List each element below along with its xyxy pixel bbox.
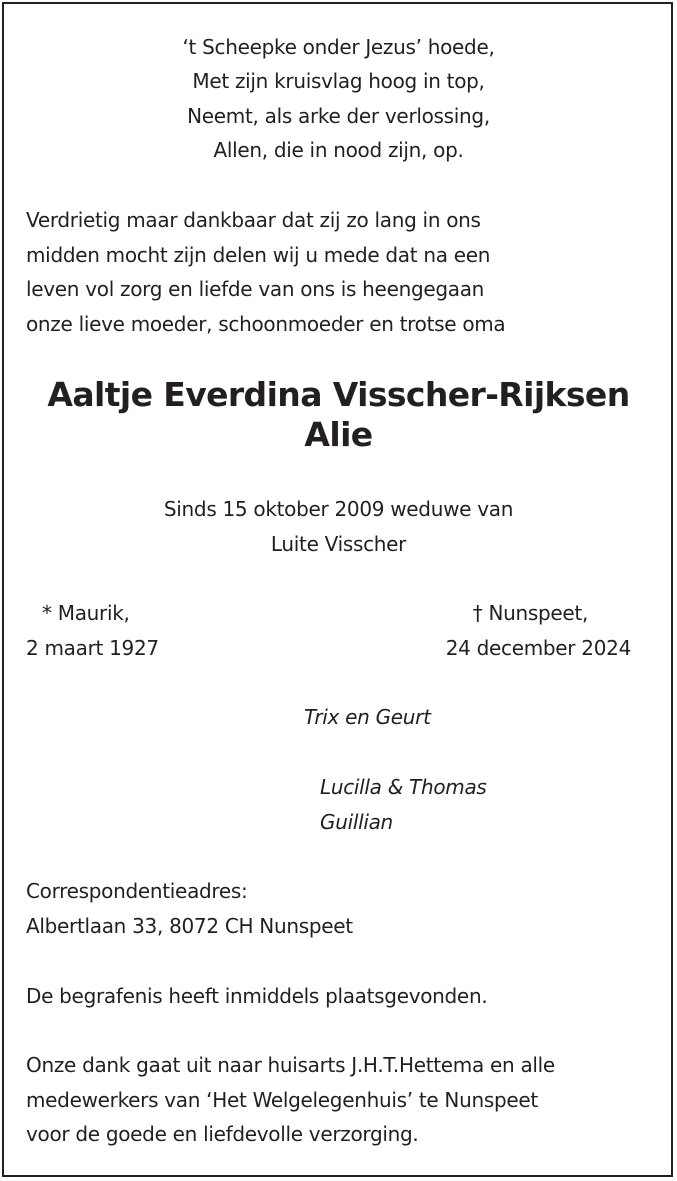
intro-line-1: Verdrietig maar dankbaar dat zij zo lang in ons <box>26 208 481 232</box>
birth-date: 2 maart 1927 <box>26 636 159 660</box>
funeral-notice: De begrafenis heeft inmiddels plaatsgevonden. <box>26 984 488 1008</box>
intro-line-2: midden mocht zijn delen wij u mede dat na een <box>26 243 491 267</box>
intro-line-3: leven vol zorg en liefde van ons is heengegaan <box>26 277 485 301</box>
widow-line-2: Luite Visscher <box>270 532 407 556</box>
death-place: † Nunspeet, <box>472 601 588 625</box>
address-value: Albertlaan 33, 8072 CH Nunspeet <box>26 914 353 938</box>
poem-line-1: ‘t Scheepke onder Jezus’ hoede, <box>182 35 495 59</box>
poem-line-2: Met zijn kruisvlag hoog in top, <box>192 69 485 93</box>
thanks-line-1: Onze dank gaat uit naar huisarts J.H.T.Hettema en alle <box>26 1053 555 1077</box>
thanks-line-2: medewerkers van ‘Het Welgelegenhuis’ te Nunspeet <box>26 1088 538 1112</box>
family-grandchildren-1: Lucilla & Thomas <box>320 775 487 799</box>
intro-line-4: onze lieve moeder, schoonmoeder en trotse oma <box>26 312 506 336</box>
death-date: 24 december 2024 <box>445 636 631 660</box>
family-children: Trix en Geurt <box>304 705 431 729</box>
deceased-full-name: Aaltje Everdina Visscher-Rijksen <box>47 375 630 414</box>
deceased-nickname: Alie <box>304 415 373 454</box>
address-label: Correspondentieadres: <box>26 879 248 903</box>
birth-place: * Maurik, <box>42 601 130 625</box>
family-grandchildren-2: Guillian <box>320 810 393 834</box>
poem-line-4: Allen, die in nood zijn, op. <box>213 138 464 162</box>
thanks-line-3: voor de goede en liefdevolle verzorging. <box>26 1122 419 1146</box>
widow-line-1: Sinds 15 oktober 2009 weduwe van <box>163 497 514 521</box>
poem-line-3: Neemt, als arke der verlossing, <box>187 104 490 128</box>
